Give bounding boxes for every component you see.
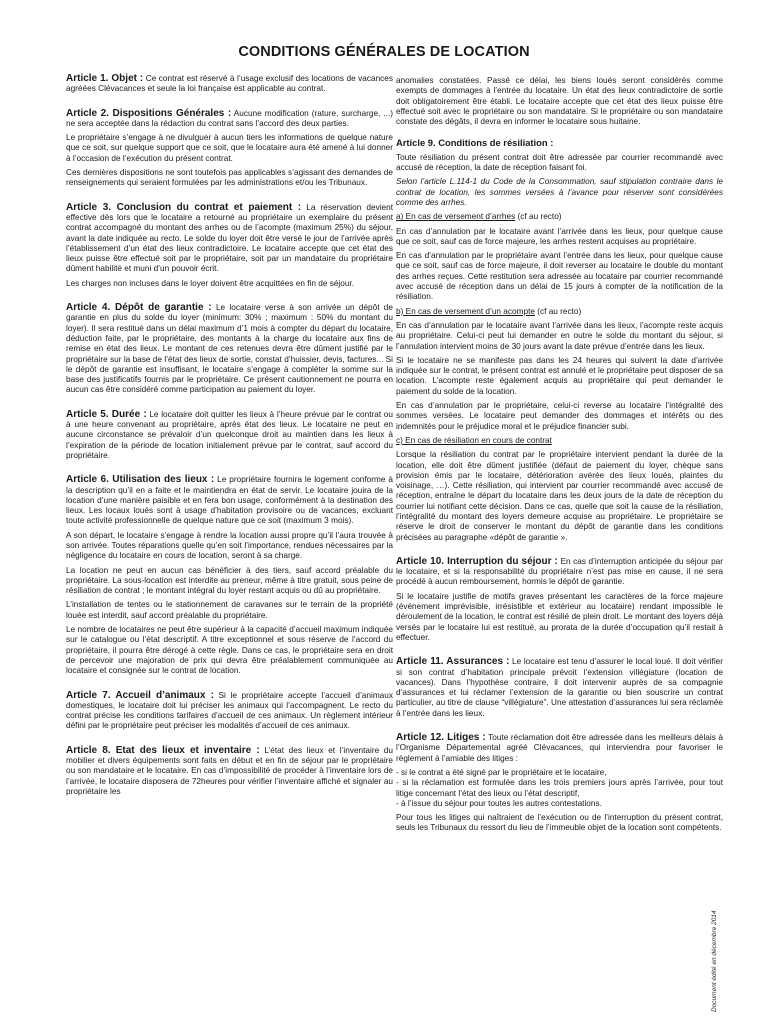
article-9-section-c-title bbox=[396, 436, 723, 446]
article-5 bbox=[66, 410, 393, 461]
left-column bbox=[66, 74, 393, 811]
article-12-list bbox=[396, 768, 723, 809]
article-6-paragraph-5: Le nombre de locataires ne peut être supérieur à la capacité d’accueil maximum indiquée sur le catalogue ou l’état descriptif. A titre exceptionnel et sous réserve de l’accord du propriétaire, il pourra être dérogé à cette règle. Dans ce cas, le propriétaire sera en droit de percevoir une majoration de prix qui devra être préalablement communiquée au locataire et consignée sur le contrat de location. bbox=[66, 625, 393, 676]
article-12 bbox=[396, 733, 723, 834]
article-6-text bbox=[66, 475, 393, 526]
article-3-lead: La réservation devient effective dès lors que le locataire a retourné au propriétaire un exemplaire du présent contrat accompagné du montant des arrhes ou de l’acompte (maximum 25%) du séjour, avant la date indiquée au recto. Le solde du loyer doit être versé le jour de l’arrivée après l’établissement d’un état des lieux contradictoire. Le locataire accepte que cet état des lieux puisse être effectué soit par le propriétaire, soit par un mandataire du propriétaire dûment habilité et muni d’un pouvoir écrit. bbox=[66, 202, 394, 274]
article-1-text bbox=[66, 74, 393, 95]
article-11-heading: Article 11. Assurances : bbox=[396, 656, 510, 668]
article-9-section-b-paragraph-1: En cas d’annulation par le locataire avant l’arrivée dans les lieux, l’acompte reste acquis au propriétaire. Celui-ci peut lui demander en outre le solde du montant du séjour, si l’annulation intervient moins de 30 jours avant la date prévue d’entrée dans les lieux. bbox=[396, 320, 723, 351]
article-9-section-a-paragraph-1: En cas d’annulation par le locataire avant l’arrivée dans les lieux, pour quelque cause que ce soit, sauf cas de force majeure, les arrhes restent acquises au propriétaire. bbox=[396, 226, 723, 246]
article-8-text bbox=[66, 746, 393, 797]
article-7-lead: Si le propriétaire accepte l’accueil d’animaux domestiques, le locataire doit lui préciser les animaux qui l’accompagnent. Le recto du contrat précise les conditions tarifaires d’accueil de ces animaux. Un règlement intérieur défini par le propriétaire peut préciser les modalités d’accueil de ces animaux. bbox=[66, 690, 393, 731]
article-12-list-item-2: - si la réclamation est formulée dans les trois premiers jours après l’arrivée, pour tout litige concernant l’état des lieux ou l’état descriptif, bbox=[396, 778, 723, 798]
article-12-heading: Article 12. Litiges : bbox=[396, 732, 486, 744]
article-11-text bbox=[396, 657, 723, 719]
article-8-continuation-text: anomalies constatées. Passé ce délai, les biens loués seront considérés comme exempts de dommages à l’entrée du locataire. Un état des lieux contradictoire de sortie doit obligatoirement être établi. Le locataire accepte que cet état des lieux puisse être effectué soit avec le propriétaire ou son mandataire. Si le propriétaire ou son mandataire constate des dégâts, il devra en informer le locataire sous huitaine. bbox=[396, 76, 723, 127]
article-6-lead: Le propriétaire fournira le logement conforme à la description qu’il en a faite et le maintiendra en état de servir. Le locataire jouira de la location d’une manière paisible et en fera bon usage, conformément à la destination des lieux. Les locaux loués sont à usage d’habitation provisoire ou de vacances, excluant toute activité professionnelle de quelque nature que ce soit (maximum 3 mois). bbox=[66, 475, 393, 526]
article-9-section-b-label: b) En cas de versement d’un acompte bbox=[396, 306, 535, 316]
article-9-section-b-title bbox=[396, 307, 723, 317]
article-12-list-item-1: - si le contrat a été signé par le propriétaire et le locataire, bbox=[396, 767, 607, 777]
article-11 bbox=[396, 657, 723, 719]
article-10-text bbox=[396, 557, 723, 588]
page-title: CONDITIONS GÉNÉRALES DE LOCATION bbox=[238, 44, 530, 60]
article-1-heading: Article 1. Objet : bbox=[66, 73, 144, 84]
article-8-continuation bbox=[396, 76, 723, 127]
article-9-section-a-label: a) En cas de versement d’arrhes bbox=[396, 212, 516, 222]
article-9-legal-note: Selon l’article L.114-1 du Code de la Consommation, sauf stipulation contraire dans le contrat de location, les sommes versées à l’avance pour réserver sont considérées comme des arrhes. bbox=[396, 177, 723, 207]
article-9-section-a-ref: (cf au recto) bbox=[515, 212, 562, 222]
article-10-heading: Article 10. Interruption du séjour : bbox=[396, 555, 558, 567]
article-6-paragraph-4: L’installation de tentes ou le stationnement de caravanes sur le terrain de la propriété louée est interdit, sauf accord préalable du propriétaire. bbox=[66, 600, 393, 620]
article-2-text bbox=[66, 109, 393, 130]
article-3-paragraph-2: Les charges non incluses dans le loyer doivent être acquittées en fin de séjour. bbox=[66, 278, 355, 288]
article-9-section-b-paragraph-2: Si le locataire ne se manifeste pas dans les 24 heures qui suivent la date d’arrivée indiquée sur le contrat, le présent contrat est annulé et le propriétaire peut disposer de sa location. L’acompte reste également acquis au propriétaire qui peut demander le paiement du solde de la location. bbox=[396, 355, 723, 396]
article-4-heading: Article 4. Dépôt de garantie : bbox=[66, 302, 212, 314]
article-9-section-b-ref: (cf au recto) bbox=[534, 306, 582, 316]
article-12-paragraph-2: Pour tous les litiges qui naîtraient de l’exécution ou de l’interruption du présent contrat, seuls les Tribunaux du ressort du lieu de l’immeuble objet de la location sont compétents. bbox=[396, 813, 723, 833]
article-9-section-a-paragraph-2: En cas d’annulation par le propriétaire avant l’entrée dans les lieux, pour quelque cause que ce soit, sauf cas de force majeure, il doit reverser au locataire le double du montant des arrhes reçues. Cette restitution sera adressée au locataire par courrier recommandé avec accusé de réception dans un délai de 15 jours à compter de la notification de la résiliation. bbox=[396, 251, 723, 302]
article-2-heading: Article 2. Dispositions Générales : bbox=[66, 107, 232, 119]
article-8-heading: Article 8. Etat des lieux et inventaire : bbox=[66, 744, 260, 756]
article-12-text bbox=[396, 733, 723, 764]
article-7-heading: Article 7. Accueil d’animaux : bbox=[66, 689, 214, 701]
article-11-lead: Le locataire est tenu d’assurer le local loué. Il doit vérifier si son contrat d’habitation principale prévoit l’extension villégiature (location de vacances). Dans l’hypothèse contraire, il doit intervenir auprès de sa compagnie d’assurances et lui réclamer l’extension de la garantie ou bien souscrire un contrat particulier, au titre de clause “villégiature”. Une attestation d’assurances lui sera réclamée à l’entrée dans les lieux. bbox=[396, 657, 723, 718]
article-2-paragraph-2: Le propriétaire s’engage à ne divulguer à aucun tiers les informations de quelque nature que ce soit, sur quelque support que ce soit, que le locataire aura été amené à lui donner à l’occasion de l’exécution du présent contrat. bbox=[66, 133, 393, 163]
article-9-section-c-label: c) En cas de résiliation en cours de contrat bbox=[396, 435, 552, 445]
article-1 bbox=[66, 74, 393, 95]
article-9-section-b-paragraph-3: En cas d’annulation par le propriétaire, celui-ci reverse au locataire l’intégralité des sommes versées. Le locataire peut demander des dommages et intérêts ou des indemnités pour le préjudice moral et le préjudice financier subi. bbox=[396, 401, 723, 431]
article-7-text bbox=[66, 691, 393, 732]
article-5-heading: Article 5. Durée : bbox=[66, 408, 147, 420]
article-2-paragraph-3: Ces dernières dispositions ne sont toutefois pas applicables s’agissant des demandes de renseignements qui seraient formulées par les administrations et/ou les Tribunaux. bbox=[66, 168, 393, 188]
article-8 bbox=[66, 746, 393, 797]
article-6-paragraph-3: La location ne peut en aucun cas bénéficier à des tiers, sauf accord préalable du propriétaire. La sous-location est interdite au preneur, même à titre gratuit, sous peine de résiliation de contrat ; le montant intégral du loyer restant acquis ou dû au propriétaire. bbox=[66, 565, 393, 596]
article-10 bbox=[396, 557, 723, 643]
article-4-lead: Le locataire verse à son arrivée un dépôt de garantie en plus du solde du loyer (minimum: 30% ; maximum : 50% du montant du loyer). Il sera restitué dans un délai maximum d’1 mois à compter du départ du locataire, déduction faite, par le propriétaire, des montants à la charge du locataire aux fins de remise en état des lieux. Le montant de ces retenues devra être dûment justifié par le propriétaire sur la base de l’état des lieux de sortie, constat d’huissier, devis, factures... Si le dépôt de garantie est insuffisant, le locataire s’engage à compléter la somme sur la base des justificatifs fournis par le propriétaire. Ce présent cautionnement ne pourra en aucun cas être considéré comme participation au paiement du loyer. bbox=[66, 303, 393, 395]
article-6 bbox=[66, 475, 393, 676]
article-9-heading: Article 9. Conditions de résiliation : bbox=[396, 137, 554, 149]
article-7 bbox=[66, 691, 393, 732]
article-9 bbox=[396, 138, 723, 542]
article-5-text bbox=[66, 410, 393, 461]
article-5-lead: Le locataire doit quitter les lieux à l’heure prévue par le contrat ou à une heure convenant au propriétaire, après état des lieux. Le locataire ne peut en aucune circonstance se prévaloir d’un quelconque droit au maintien dans les lieux à l’expiration de la période de location initialement prévue par le contrat, sauf accord du propriétaire. bbox=[66, 409, 393, 460]
article-8-lead: L’état des lieux et l’inventaire du mobilier et divers équipements sont faits en début et en fin de séjour par le propriétaire ou son mandataire et le locataire. En cas d’impossibilité de procéder à l’inventaire lors de l’arrivée, le locataire disposera de 72heures pour vérifier l’inventaire affiché et signaler au propriétaire les bbox=[66, 745, 393, 796]
edition-date-note: Document édité en décembre 2014 bbox=[711, 910, 718, 1012]
article-12-lead: Toute réclamation doit être adressée dans les meilleurs délais à l’Organisme Départemental agréé Clévacances, qui interviendra pour favoriser le règlement à l’amiable des litiges : bbox=[396, 733, 723, 763]
article-6-heading: Article 6. Utilisation des lieux : bbox=[66, 474, 215, 486]
article-6-paragraph-2: A son départ, le locataire s’engage à rendre la location aussi propre qu’il l’aura trouvée à son arrivée. Toutes réparations quelle qu’en soit l’importance, rendues nécessaires par la négligence du locataire en cours de location, seront à sa charge. bbox=[66, 530, 393, 561]
article-10-lead: En cas d’interruption anticipée du séjour par le locataire, et si la responsabilité du propriétaire n’est pas mise en cause, il ne sera procédé à aucun remboursement, hormis le dépôt de garantie. bbox=[396, 556, 724, 587]
article-2-lead: Aucune modification (rature, surcharge, ...) ne sera acceptée dans la rédaction du contrat sans l’accord des deux parties. bbox=[66, 108, 393, 128]
article-2 bbox=[66, 109, 393, 189]
article-1-lead: Ce contrat est réservé à l’usage exclusif des locations de vacances agréées Clévacances et seule la loi française est applicable au contrat. bbox=[66, 74, 393, 94]
right-column bbox=[396, 76, 723, 848]
article-9-paragraph-1: Toute résiliation du présent contrat doit être adressée par courrier recommandé avec accusé de réception, la date de réception faisant foi. bbox=[396, 152, 723, 173]
article-3-heading: Article 3. Conclusion du contrat et paiement : bbox=[66, 201, 302, 213]
article-10-paragraph-2: Si le locataire justifie de motifs graves présentant les caractères de la force majeure (événement imprévisible, irrésistible et extérieur au locataire) rendant impossible le déroulement de la location, le contrat est résilié de plein droit. Le montant des loyers déjà versés par le locataire lui est restitué, au prorata de la durée d’occupation qu’il restait à effectuer. bbox=[396, 591, 723, 642]
article-4 bbox=[66, 303, 393, 396]
article-9-section-c-paragraph-1: Lorsque la résiliation du contrat par le propriétaire intervient pendant la durée de la location, elle doit être dûment justifiée (défaut de paiement du loyer, chèque sans provision émis par le locataire, détérioration avérée des lieux loués, plaintes du voisinage, …). Cette résiliation, qui intervient par courrier recommandé avec accusé de réception, entraîne le départ du locataire dans les deux jours de la date de réception du courrier lui notifiant cette décision. Dans ce cas, quelle que soit la cause de la résiliation, l’intégralité du montant des loyers demeure acquise au propriétaire. Le propriétaire se réserve le droit de conserver le montant du dépôt de garantie dans les conditions précisées au paragraphe «dépôt de garantie ». bbox=[396, 450, 723, 542]
article-3 bbox=[66, 203, 393, 289]
article-3-text bbox=[66, 203, 393, 275]
article-12-list-item-3: - à l’issue du séjour pour toutes les autres contestations. bbox=[396, 798, 602, 808]
article-9-section-a-title bbox=[396, 212, 723, 222]
article-4-text bbox=[66, 303, 393, 396]
